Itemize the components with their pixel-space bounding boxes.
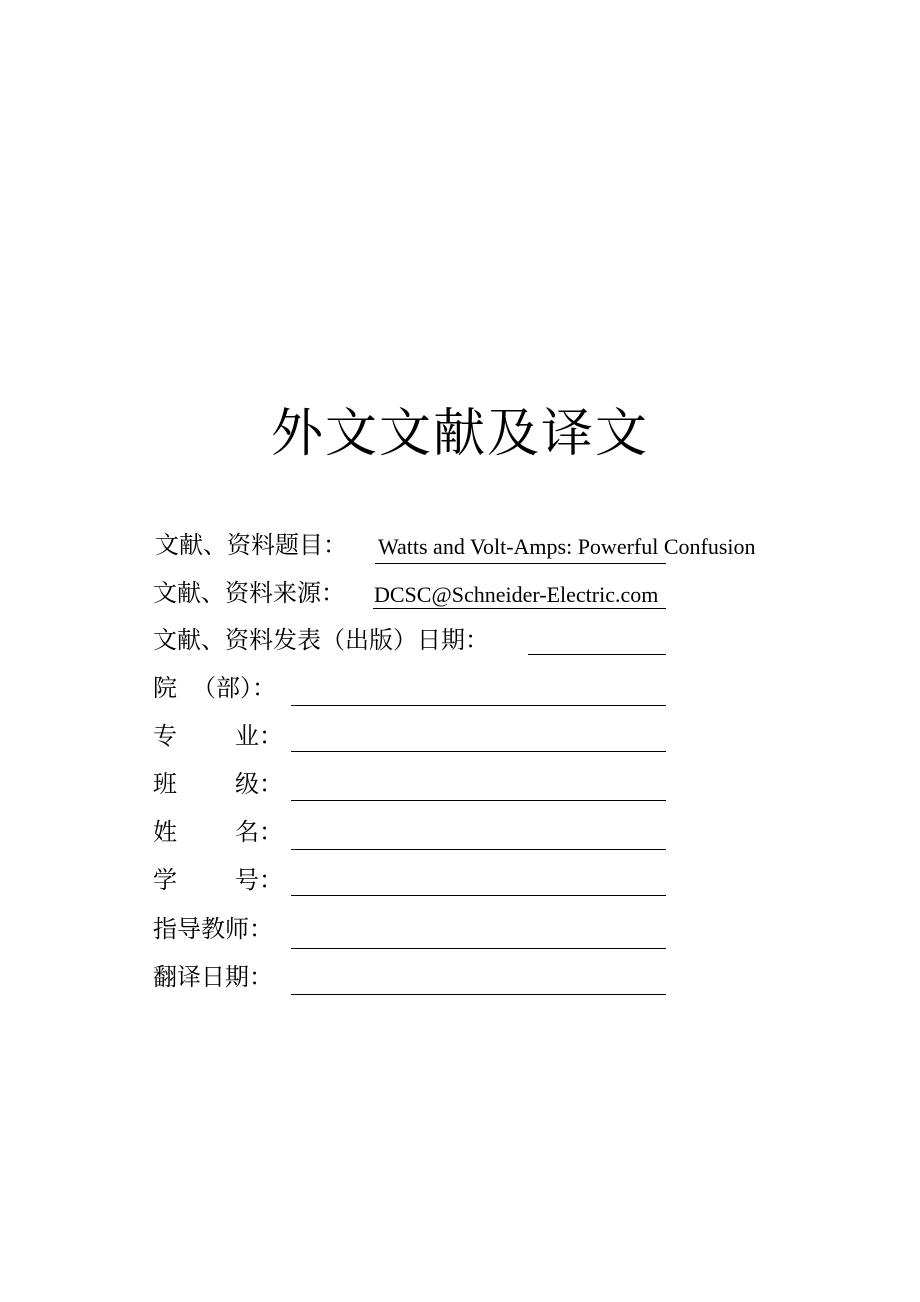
name-underline xyxy=(291,849,666,850)
advisor-underline xyxy=(291,948,666,949)
class-label-suffix: 级： xyxy=(235,770,283,798)
topic-underline xyxy=(375,563,666,564)
publish-date-underline xyxy=(528,654,666,655)
student-id-underline xyxy=(291,895,666,896)
source-value: DCSC@Schneider-Electric.com xyxy=(374,582,659,607)
name-label-suffix: 名： xyxy=(235,818,283,846)
publish-date-label: 文献、资料发表（出版）日期： xyxy=(153,626,489,654)
department-underline xyxy=(291,705,666,706)
student-id-label-suffix: 号： xyxy=(235,866,283,894)
source-underline xyxy=(373,608,666,609)
document-title: 外文文献及译文 xyxy=(270,404,649,464)
major-underline xyxy=(291,751,666,752)
class-label-char: 班 xyxy=(153,770,177,798)
name-label-char: 姓 xyxy=(153,818,177,846)
source-label: 文献、资料来源： xyxy=(153,579,345,607)
student-id-label-char: 学 xyxy=(153,866,177,894)
advisor-label: 指导教师： xyxy=(153,915,273,943)
translate-date-label: 翻译日期： xyxy=(153,963,273,991)
class-underline xyxy=(291,800,666,801)
topic-label: 文献、资料题目： xyxy=(155,531,347,559)
department-label-suffix: （部）： xyxy=(192,674,276,702)
department-label-char: 院 xyxy=(153,674,177,702)
major-label-char: 专 xyxy=(153,722,177,750)
major-label-suffix: 业： xyxy=(235,722,283,750)
translate-date-underline xyxy=(291,994,666,995)
topic-value: Watts and Volt-Amps: Powerful Confusion xyxy=(378,534,756,559)
